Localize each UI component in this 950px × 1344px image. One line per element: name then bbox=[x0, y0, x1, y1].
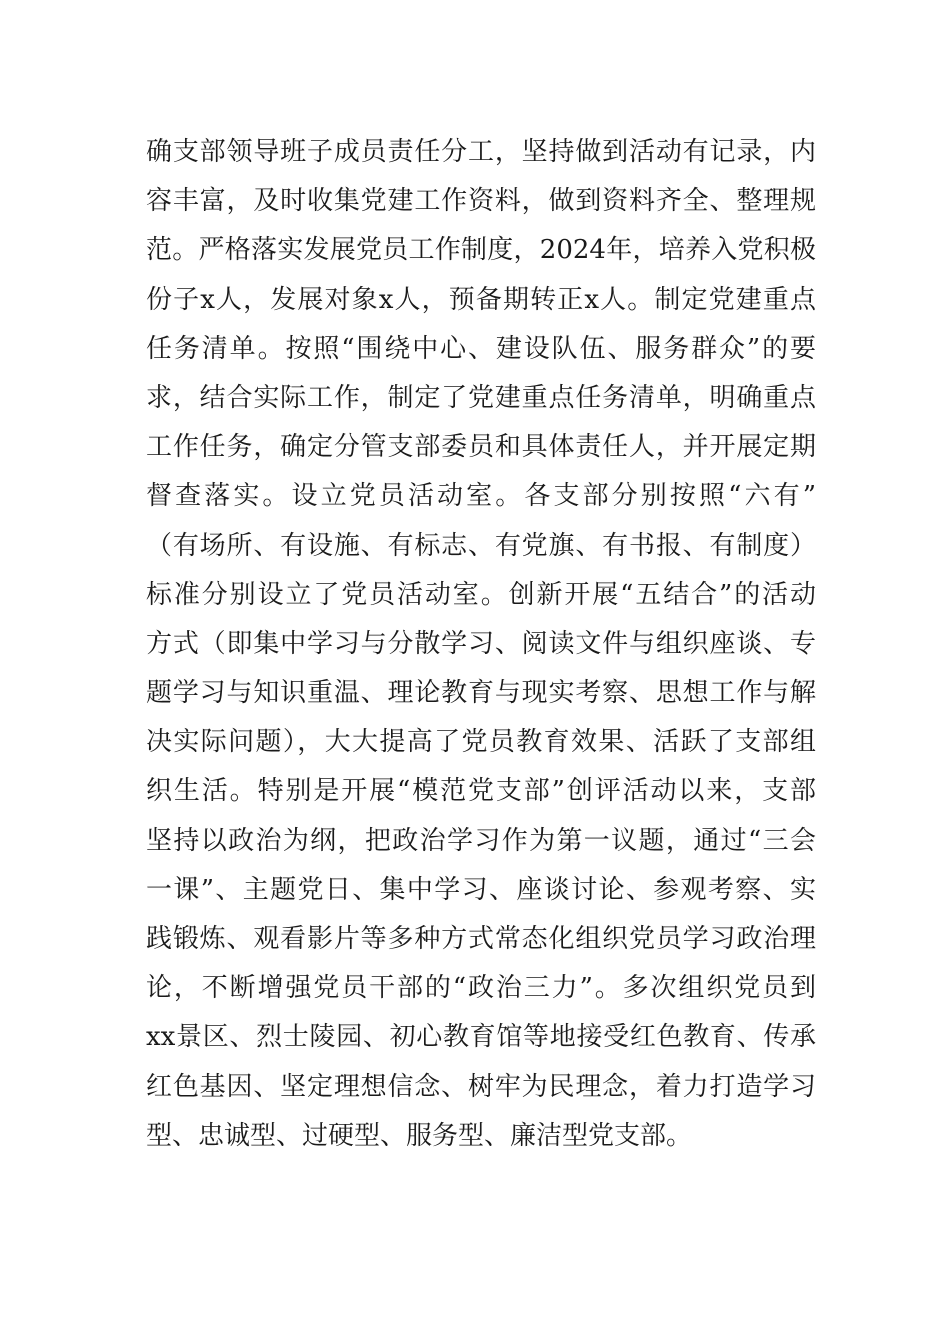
paragraph-line-21: 型、忠诚型、过硬型、服务型、廉洁型党支部。 bbox=[146, 1120, 693, 1151]
paragraph-line-4: 份子x人，发展对象x人，预备期转正x人。制定党建重点 bbox=[146, 284, 816, 315]
paragraph-line-12: 题学习与知识重温、理论教育与现实考察、思想工作与解 bbox=[146, 678, 816, 709]
paragraph-line-1: 确支部领导班子成员责任分工，坚持做到活动有记录，内 bbox=[146, 137, 816, 167]
paragraph-line-2: 容丰富，及时收集党建工作资料，做到资料齐全、整理规 bbox=[146, 186, 816, 217]
paragraph-line-19: xx景区、烈士陵园、初心教育馆等地接受红色教育、传承 bbox=[146, 1022, 816, 1053]
paragraph-line-3: 范。严格落实发展党员工作制度，2024年，培养入党积极 bbox=[146, 235, 816, 266]
paragraph-line-18: 论，不断增强党员干部的“政治三力”。多次组织党员到 bbox=[146, 973, 816, 1004]
paragraph-line-5: 任务清单。按照“围绕中心、建设队伍、服务群众”的要 bbox=[146, 333, 816, 364]
body-paragraph bbox=[146, 128, 816, 1161]
paragraph-line-20: 红色基因、坚定理想信念、树牢为民理念，着力打造学习 bbox=[146, 1071, 816, 1102]
paragraph-line-7: 工作任务，确定分管支部委员和具体责任人，并开展定期 bbox=[146, 432, 816, 463]
paragraph-line-16: 一课”、主题党日、集中学习、座谈讨论、参观考察、实 bbox=[146, 874, 816, 905]
paragraph-line-14: 织生活。特别是开展“模范党支部”创评活动以来，支部 bbox=[146, 776, 816, 807]
paragraph-line-15: 坚持以政治为纲，把政治学习作为第一议题，通过“三会 bbox=[146, 825, 816, 856]
paragraph-line-6: 求，结合实际工作，制定了党建重点任务清单，明确重点 bbox=[146, 382, 816, 413]
paragraph-line-11: 方式（即集中学习与分散学习、阅读文件与组织座谈、专 bbox=[146, 628, 816, 659]
paragraph-line-10: 标准分别设立了党员活动室。创新开展“五结合”的活动 bbox=[146, 579, 816, 610]
paragraph-line-9: （有场所、有设施、有标志、有党旗、有书报、有制度） bbox=[146, 530, 816, 561]
paragraph-line-8: 督查落实。设立党员活动室。各支部分别按照“六有” bbox=[146, 481, 816, 512]
paragraph-line-13: 决实际问题），大大提高了党员教育效果、活跃了支部组 bbox=[146, 727, 816, 758]
paragraph-line-17: 践锻炼、观看影片等多种方式常态化组织党员学习政治理 bbox=[146, 924, 816, 954]
